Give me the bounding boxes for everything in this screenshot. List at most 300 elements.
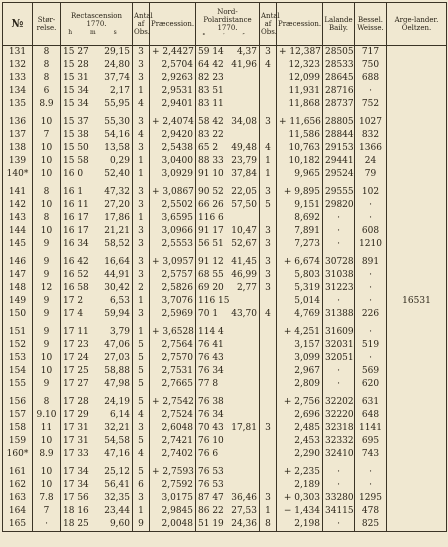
cell-number (3, 168, 33, 181)
cell-argelander (387, 448, 447, 461)
ra-seconds: 27,03 (104, 353, 130, 363)
bessel-number: 79 (364, 169, 377, 179)
cell-number (3, 186, 33, 199)
cell-argelander (387, 116, 447, 129)
header-precession-2: Præcession. (277, 3, 323, 46)
cell-observations (133, 396, 150, 409)
ra-hours-minutes: 17 33 (63, 449, 89, 459)
cell-number (3, 378, 33, 391)
ra-seconds: 0,29 (109, 156, 130, 166)
npd-degrees-minutes: 90 52 (198, 187, 224, 197)
npd-precession: 2,189 (294, 480, 320, 490)
cell-observations (133, 85, 150, 98)
cell-lalande (323, 238, 355, 251)
cell-argelander (387, 168, 447, 181)
star-magnitude: 10 (40, 226, 53, 236)
cell-precession (150, 378, 196, 391)
cell-observations (133, 225, 150, 238)
bessel-number: 1210 (359, 239, 382, 249)
cell-precession (150, 396, 196, 409)
bessel-number: 478 (361, 506, 380, 516)
cell-observations (133, 422, 150, 435)
ra-hours-minutes: 17 31 (63, 436, 89, 446)
table-row (3, 168, 447, 181)
cell-north-polar-distance (196, 435, 260, 448)
cell-precession (150, 212, 196, 225)
npd-precession: + 4,251 (283, 327, 320, 337)
observation-count-2: 3 (265, 257, 271, 267)
lalande-number: 32031 (325, 340, 354, 350)
cell-precession (150, 116, 196, 129)
observation-count: 9 (138, 519, 144, 529)
npd-degrees-minutes: 114 4 (198, 327, 224, 337)
npd-precession: 2,290 (294, 449, 320, 459)
ra-precession: 2,7665 (161, 379, 193, 389)
ra-seconds: 32,21 (104, 423, 130, 433)
cell-precession-2 (277, 448, 323, 461)
ra-seconds: 29,15 (104, 47, 130, 57)
cell-lalande (323, 116, 355, 129)
observation-count-2: 1 (265, 156, 271, 166)
cell-number (3, 256, 33, 269)
cell-right-ascension (61, 365, 133, 378)
cell-lalande (323, 435, 355, 448)
cell-observations (133, 308, 150, 321)
cell-precession (150, 85, 196, 98)
cell-precession-2 (277, 269, 323, 282)
npd-degrees-minutes: 83 11 (198, 99, 224, 109)
ra-precession: 3,0929 (161, 169, 193, 179)
star-magnitude: 10 (40, 480, 53, 490)
cell-observations-2 (260, 365, 277, 378)
cell-magnitude (33, 225, 61, 238)
cell-magnitude (33, 98, 61, 111)
observation-count-2: 3 (265, 283, 271, 293)
cell-observations (133, 409, 150, 422)
ra-precession: 2,7570 (161, 353, 193, 363)
cell-north-polar-distance (196, 295, 260, 308)
header-argelander: Arge-lander. Oeltzen. (387, 3, 447, 46)
lalande-number: · (337, 213, 340, 223)
table-row (3, 46, 447, 60)
cell-observations (133, 212, 150, 225)
cell-observations-2 (260, 59, 277, 72)
cell-number (3, 98, 33, 111)
ra-hours-minutes: 15 28 (63, 60, 89, 70)
star-magnitude: 10 (40, 156, 53, 166)
observation-count: 5 (138, 397, 144, 407)
cell-number (3, 409, 33, 422)
npd-precession: 7,891 (294, 226, 320, 236)
lalande-number: · (337, 379, 340, 389)
cell-bessel (355, 85, 387, 98)
cell-precession (150, 168, 196, 181)
cell-bessel (355, 199, 387, 212)
cell-observations-2 (260, 256, 277, 269)
cell-bessel (355, 448, 387, 461)
cell-number (3, 155, 33, 168)
ra-seconds: 54,16 (104, 130, 130, 140)
cell-lalande (323, 505, 355, 518)
npd-precession: 5,319 (294, 283, 320, 293)
observation-count-2: 3 (265, 493, 271, 503)
cell-observations-2 (260, 116, 277, 129)
npd-degrees-minutes: 68 55 (198, 270, 224, 280)
star-magnitude: 10 (40, 436, 53, 446)
bessel-number: 743 (361, 449, 380, 459)
cell-north-polar-distance (196, 308, 260, 321)
cell-observations (133, 199, 150, 212)
star-magnitude: 9.10 (36, 410, 57, 420)
observation-count: 4 (138, 410, 144, 420)
bessel-number: · (369, 480, 372, 490)
cell-lalande (323, 409, 355, 422)
table-row (3, 129, 447, 142)
table-row (3, 378, 447, 391)
npd-degrees-minutes: 77 8 (198, 379, 219, 389)
npd-seconds: 2,77 (236, 283, 257, 293)
cell-observations (133, 59, 150, 72)
cell-observations (133, 256, 150, 269)
star-magnitude: · (45, 519, 48, 529)
npd-degrees-minutes: 76 38 (198, 397, 224, 407)
cell-number (3, 85, 33, 98)
cell-lalande (323, 492, 355, 505)
cell-observations-2 (260, 282, 277, 295)
cell-precession-2 (277, 225, 323, 238)
cell-precession (150, 365, 196, 378)
cell-magnitude (33, 282, 61, 295)
star-magnitude: 8 (43, 47, 50, 57)
cell-lalande (323, 352, 355, 365)
cell-number (3, 129, 33, 142)
cell-precession (150, 59, 196, 72)
cell-observations-2 (260, 352, 277, 365)
ra-precession: 2,9531 (161, 86, 193, 96)
cell-lalande (323, 479, 355, 492)
ra-seconds: 24,80 (104, 60, 130, 70)
cell-number (3, 199, 33, 212)
cell-observations-2 (260, 186, 277, 199)
star-number: 139 (8, 156, 27, 166)
cell-bessel (355, 168, 387, 181)
ra-seconds: 58,52 (104, 239, 130, 249)
star-number: 132 (8, 60, 27, 70)
npd-degrees-minutes: 56 51 (198, 239, 224, 249)
npd-precession: 5,803 (294, 270, 320, 280)
ra-seconds: 16,64 (104, 257, 130, 267)
bessel-number: · (369, 213, 372, 223)
cell-precession-2 (277, 295, 323, 308)
cell-precession (150, 295, 196, 308)
npd-precession: 11,586 (288, 130, 320, 140)
ra-hours-minutes: 17 25 (63, 366, 89, 376)
cell-precession-2 (277, 422, 323, 435)
cell-right-ascension (61, 466, 133, 479)
cell-observations-2 (260, 505, 277, 518)
observation-count-2: 3 (265, 423, 271, 433)
bessel-number: 695 (361, 436, 380, 446)
observation-count-2: 3 (265, 117, 271, 127)
npd-precession: 2,485 (294, 423, 320, 433)
lalande-number: 29441 (325, 156, 354, 166)
cell-north-polar-distance (196, 168, 260, 181)
cell-lalande (323, 46, 355, 60)
cell-north-polar-distance (196, 365, 260, 378)
table-row (3, 448, 447, 461)
cell-magnitude (33, 505, 61, 518)
npd-degrees-minutes: 76 53 (198, 467, 224, 477)
npd-degrees-minutes: 59 14 (198, 47, 224, 57)
cell-lalande (323, 518, 355, 532)
ra-precession: 2,9401 (161, 99, 193, 109)
star-magnitude: 7 (43, 130, 50, 140)
cell-magnitude (33, 238, 61, 251)
star-number: 134 (8, 86, 27, 96)
bessel-number: 569 (361, 366, 380, 376)
observation-count: 3 (138, 60, 144, 70)
npd-seconds: 10,47 (231, 226, 257, 236)
lalande-number: 29153 (325, 143, 354, 153)
npd-seconds: 41,45 (231, 257, 257, 267)
cell-precession (150, 339, 196, 352)
cell-magnitude (33, 256, 61, 269)
cell-bessel (355, 282, 387, 295)
lalande-number: · (337, 239, 340, 249)
table-row (3, 409, 447, 422)
cell-north-polar-distance (196, 396, 260, 409)
cell-number (3, 225, 33, 238)
ra-seconds: 2,17 (109, 86, 130, 96)
star-number: 135 (8, 99, 27, 109)
npd-precession: 9,151 (294, 200, 320, 210)
cell-observations (133, 352, 150, 365)
cell-right-ascension (61, 409, 133, 422)
observation-count-2: 1 (265, 506, 271, 516)
cell-observations (133, 365, 150, 378)
cell-magnitude (33, 409, 61, 422)
star-number: 137 (8, 130, 27, 140)
cell-number (3, 46, 33, 60)
npd-degrees-minutes: 69 20 (198, 283, 224, 293)
star-magnitude: 9 (43, 239, 50, 249)
cell-observations-2 (260, 46, 277, 60)
cell-magnitude (33, 479, 61, 492)
star-magnitude: 9 (43, 340, 50, 350)
header-npd-units: ° ′ ″ (202, 33, 253, 40)
cell-right-ascension (61, 269, 133, 282)
ra-precession: 3,6595 (161, 213, 193, 223)
cell-magnitude (33, 492, 61, 505)
observation-count: 5 (138, 467, 144, 477)
cell-observations-2 (260, 492, 277, 505)
cell-precession-2 (277, 378, 323, 391)
npd-degrees-minutes: 116 15 (198, 296, 230, 306)
npd-degrees-minutes: 116 6 (198, 213, 224, 223)
cell-observations-2 (260, 225, 277, 238)
cell-right-ascension (61, 326, 133, 339)
observation-count: 3 (138, 47, 144, 57)
cell-bessel (355, 225, 387, 238)
cell-precession (150, 225, 196, 238)
table-row (3, 518, 447, 532)
ra-hours-minutes: 16 17 (63, 226, 89, 236)
cell-north-polar-distance (196, 186, 260, 199)
observation-count-2: 3 (265, 270, 271, 280)
cell-bessel (355, 518, 387, 532)
star-magnitude: 8 (43, 60, 50, 70)
header-ra-units: h m s (68, 29, 125, 36)
bessel-number: 631 (361, 397, 380, 407)
ra-hours-minutes: 15 27 (63, 47, 89, 57)
lalande-number: 28645 (325, 73, 354, 83)
npd-precession: 12,099 (288, 73, 320, 83)
cell-bessel (355, 422, 387, 435)
cell-right-ascension (61, 352, 133, 365)
cell-precession-2 (277, 199, 323, 212)
ra-precession: 2,5969 (161, 309, 193, 319)
star-number: 144 (8, 226, 27, 236)
cell-right-ascension (61, 396, 133, 409)
ra-hours-minutes: 16 34 (63, 239, 89, 249)
cell-argelander (387, 505, 447, 518)
observation-count: 5 (138, 436, 144, 446)
cell-observations-2 (260, 72, 277, 85)
ra-hours-minutes: 17 28 (63, 397, 89, 407)
npd-precession: + 2,756 (283, 397, 320, 407)
cell-north-polar-distance (196, 282, 260, 295)
cell-north-polar-distance (196, 409, 260, 422)
ra-seconds: 47,06 (104, 340, 130, 350)
npd-degrees-minutes: 64 42 (198, 60, 224, 70)
cell-bessel (355, 59, 387, 72)
cell-bessel (355, 256, 387, 269)
lalande-number: · (337, 366, 340, 376)
npd-seconds: 52,67 (231, 239, 257, 249)
ra-precession: 2,0048 (161, 519, 193, 529)
cell-precession-2 (277, 505, 323, 518)
ra-hours-minutes: 18 16 (63, 506, 89, 516)
cell-right-ascension (61, 505, 133, 518)
cell-north-polar-distance (196, 492, 260, 505)
cell-lalande (323, 98, 355, 111)
bessel-number: 1141 (359, 423, 382, 433)
cell-right-ascension (61, 168, 133, 181)
cell-bessel (355, 396, 387, 409)
star-magnitude: 9 (43, 257, 50, 267)
observation-count: 4 (138, 449, 144, 459)
cell-argelander (387, 435, 447, 448)
bessel-number: · (369, 353, 372, 363)
cell-observations-2 (260, 339, 277, 352)
cell-number (3, 339, 33, 352)
observation-count: 3 (138, 270, 144, 280)
cell-bessel (355, 186, 387, 199)
cell-precession (150, 435, 196, 448)
lalande-number: 28737 (325, 99, 354, 109)
star-magnitude: 8.9 (39, 449, 54, 459)
observation-count: 3 (138, 226, 144, 236)
cell-argelander (387, 295, 447, 308)
observation-count: 5 (138, 366, 144, 376)
star-magnitude: 7 (43, 506, 50, 516)
npd-degrees-minutes: 65 2 (198, 143, 219, 153)
cell-magnitude (33, 448, 61, 461)
cell-argelander (387, 256, 447, 269)
npd-seconds: 49,48 (231, 143, 257, 153)
ra-seconds: 13,58 (104, 143, 130, 153)
npd-precession: 12,323 (288, 60, 320, 70)
table-row (3, 256, 447, 269)
cell-bessel (355, 129, 387, 142)
cell-observations-2 (260, 448, 277, 461)
header-row (3, 3, 447, 46)
star-number: 158 (8, 423, 27, 433)
cell-observations-2 (260, 479, 277, 492)
ra-hours-minutes: 15 38 (63, 130, 89, 140)
cell-lalande (323, 396, 355, 409)
cell-north-polar-distance (196, 212, 260, 225)
cell-precession-2 (277, 72, 323, 85)
observation-count-2: 4 (265, 309, 271, 319)
observation-count: 3 (138, 187, 144, 197)
cell-lalande (323, 225, 355, 238)
observation-count: 3 (138, 143, 144, 153)
cell-precession-2 (277, 98, 323, 111)
cell-argelander (387, 212, 447, 225)
cell-right-ascension (61, 212, 133, 225)
cell-right-ascension (61, 59, 133, 72)
observation-count-2: 3 (265, 239, 271, 249)
cell-right-ascension (61, 479, 133, 492)
cell-right-ascension (61, 46, 133, 60)
ra-precession: 2,5826 (161, 283, 193, 293)
cell-lalande (323, 269, 355, 282)
cell-north-polar-distance (196, 518, 260, 532)
observation-count-2: 1 (265, 169, 271, 179)
star-number: 145 (8, 239, 27, 249)
ra-hours-minutes: 15 37 (63, 117, 89, 127)
npd-seconds: 37,84 (231, 169, 257, 179)
cell-right-ascension (61, 256, 133, 269)
ra-seconds: 37,74 (104, 73, 130, 83)
cell-lalande (323, 72, 355, 85)
ra-precession: + 2,4427 (152, 47, 194, 57)
cell-precession (150, 492, 196, 505)
cell-observations (133, 492, 150, 505)
npd-seconds: 36,46 (231, 493, 257, 503)
star-magnitude: 8.9 (39, 99, 54, 109)
npd-precession: 8,692 (294, 213, 320, 223)
npd-degrees-minutes: 76 34 (198, 366, 224, 376)
cell-observations-2 (260, 98, 277, 111)
cell-observations-2 (260, 155, 277, 168)
cell-precession (150, 142, 196, 155)
cell-precession-2 (277, 352, 323, 365)
star-number: 161 (8, 467, 27, 477)
ra-precession: 2,5553 (161, 239, 193, 249)
cell-north-polar-distance (196, 98, 260, 111)
observation-count: 1 (138, 213, 144, 223)
cell-north-polar-distance (196, 505, 260, 518)
cell-observations-2 (260, 85, 277, 98)
ra-precession: 2,9263 (161, 73, 193, 83)
cell-north-polar-distance (196, 142, 260, 155)
ra-hours-minutes: 15 58 (63, 156, 89, 166)
cell-precession-2 (277, 155, 323, 168)
ra-precession: 3,7076 (161, 296, 193, 306)
lalande-number: 32318 (325, 423, 354, 433)
